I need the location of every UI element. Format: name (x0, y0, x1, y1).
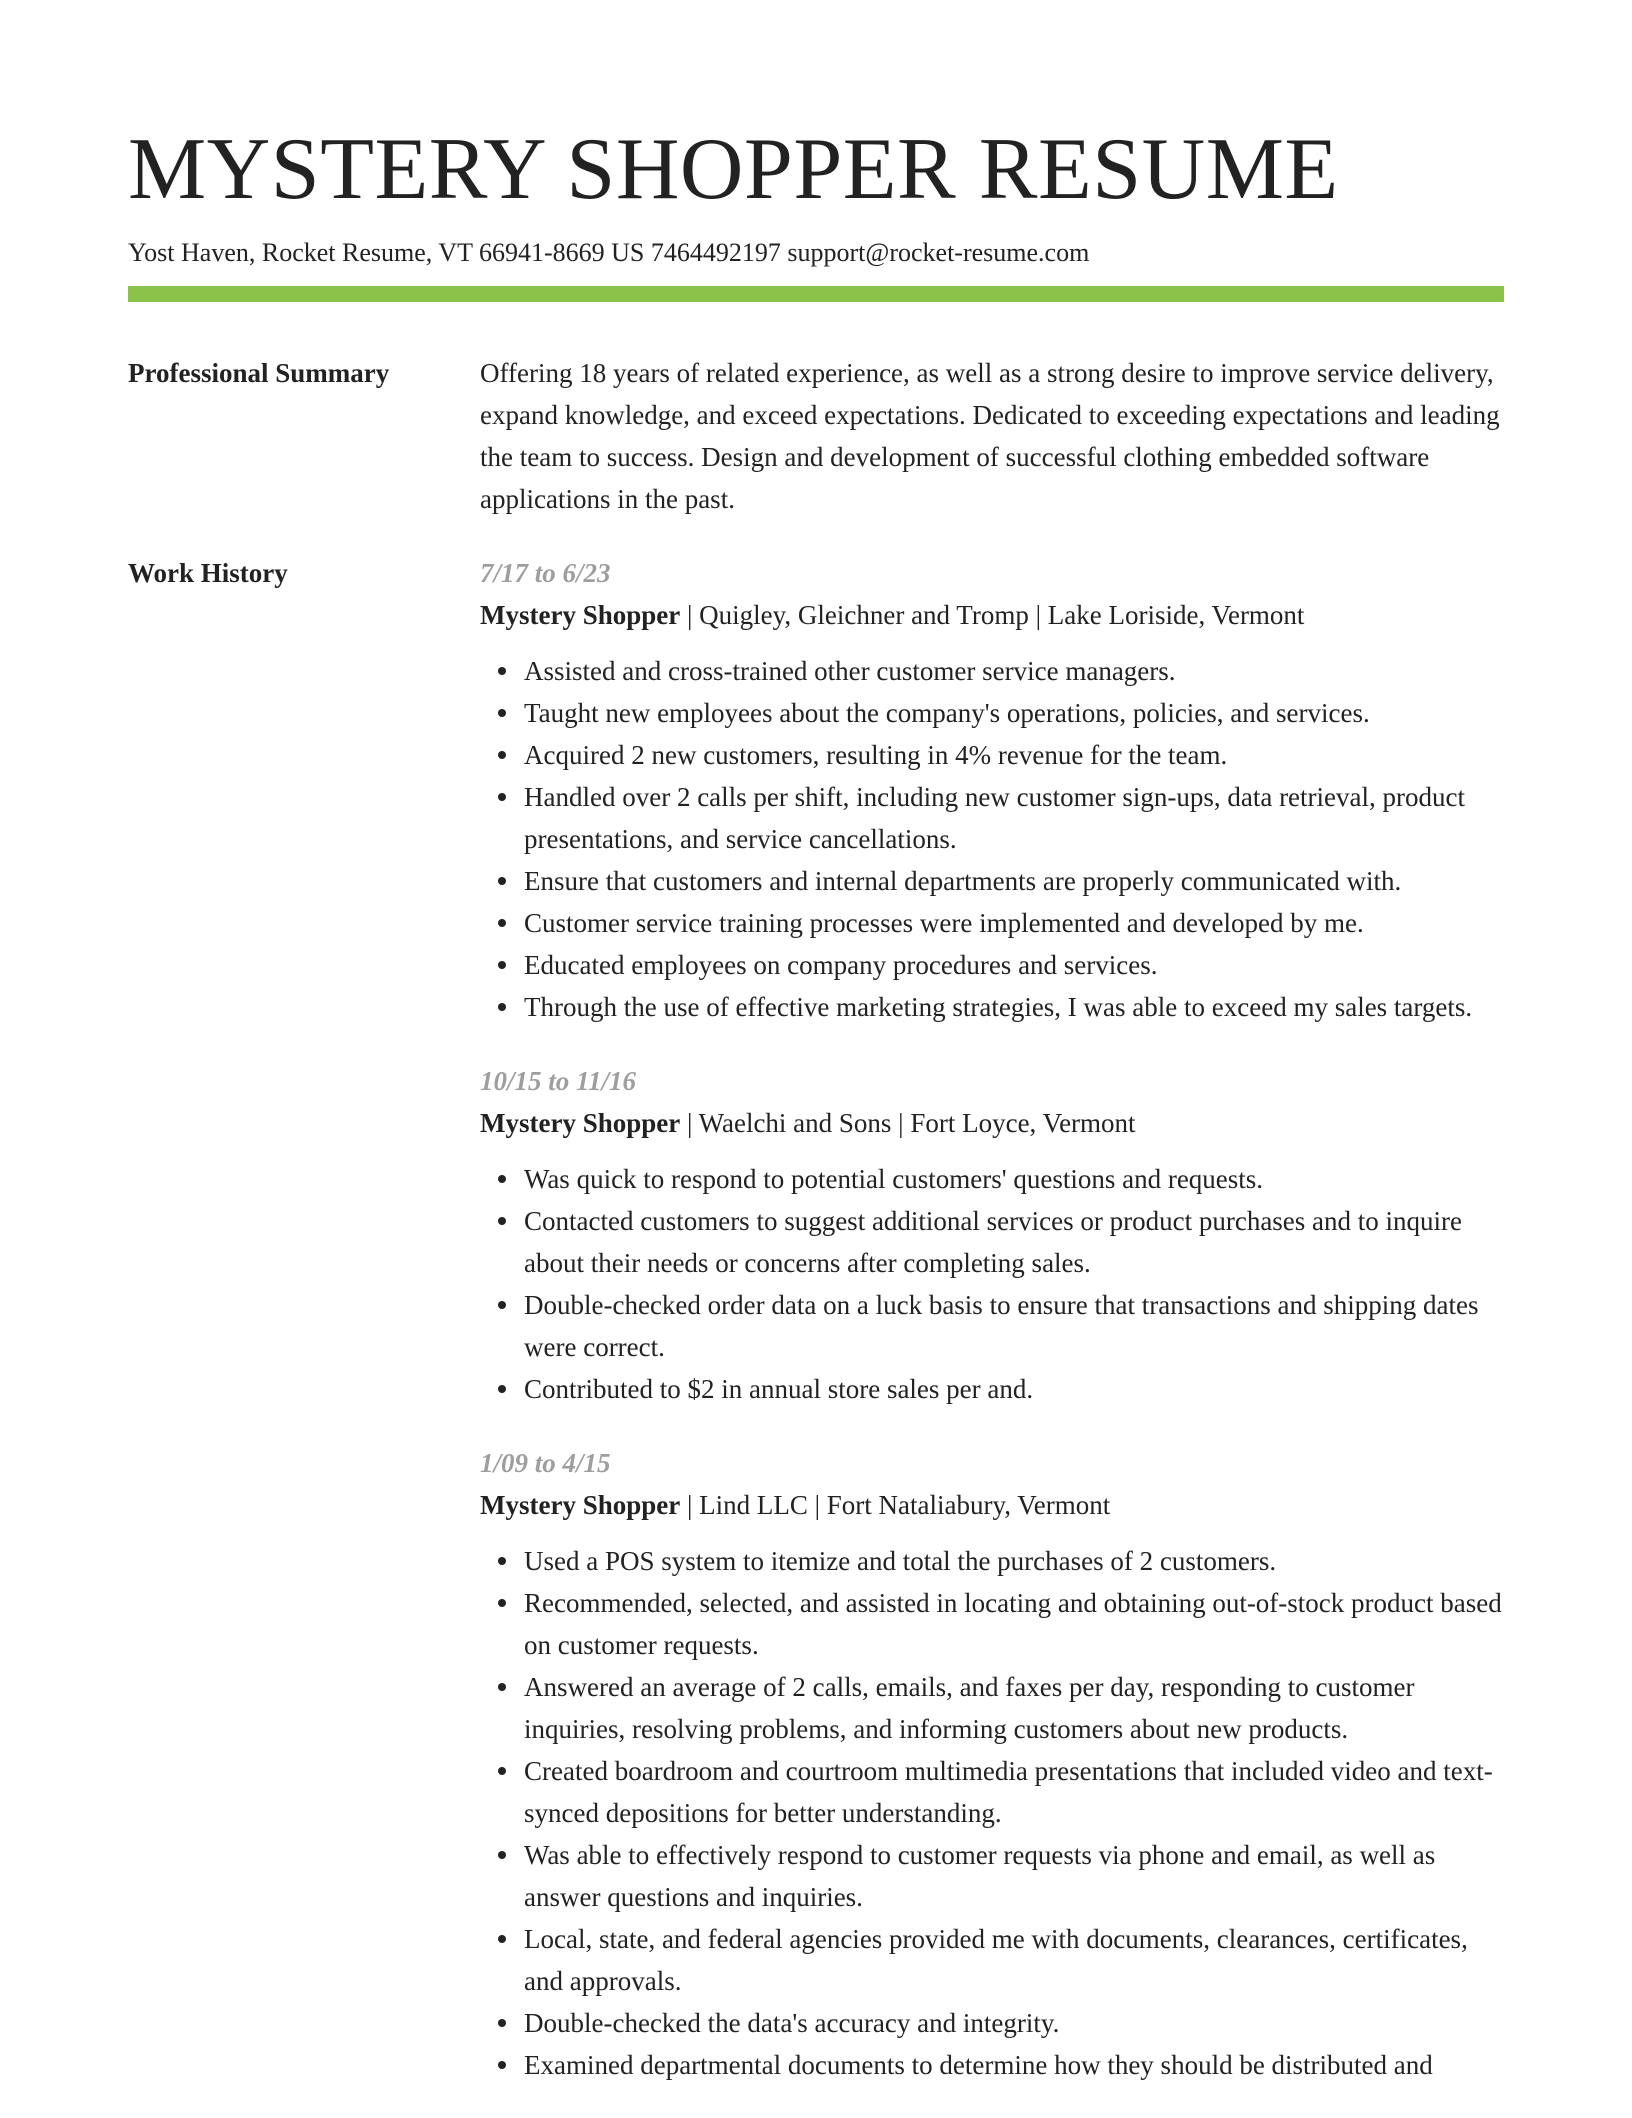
job-details: | Lind LLC | Fort Nataliabury, Vermont (680, 1490, 1111, 1520)
work-history-label: Work History (128, 558, 288, 588)
job-title-line (480, 594, 1504, 636)
resume-title: MYSTERY SHOPPER RESUME (128, 121, 1339, 218)
job-details: | Quigley, Gleichner and Tromp | Lake Loriside, Vermont (680, 600, 1305, 630)
bullet-item: Customer service training processes were implemented and developed by me. (524, 902, 1504, 944)
bullet-item: Handled over 2 calls per shift, including new customer sign-ups, data retrieval, product presentations, and service cancellations. (524, 776, 1504, 860)
job-title-line (480, 1102, 1504, 1144)
bullet-item: Assisted and cross-trained other customer service managers. (524, 650, 1504, 692)
bullet-item: Through the use of effective marketing strategies, I was able to exceed my sales targets. (524, 986, 1504, 1028)
job-title: Mystery Shopper (480, 1490, 681, 1520)
bullet-item: Created boardroom and courtroom multimedia presentations that included video and text-synced depositions for better understanding. (524, 1750, 1504, 1834)
job-entry-2 (480, 1060, 1504, 1410)
job-title-line (480, 1484, 1504, 1526)
work-history-body (480, 552, 1504, 2118)
bullet-item: Local, state, and federal agencies provided me with documents, clearances, certificates, and approvals. (524, 1918, 1504, 2002)
summary-body (480, 352, 1504, 520)
job-entry-1 (480, 552, 1504, 1028)
job-bullets (480, 1158, 1504, 1410)
bullet-item: Answered an average of 2 calls, emails, and faxes per day, responding to customer inquiries, resolving problems, and informing customers about new products. (524, 1666, 1504, 1750)
bullet-item: Examined departmental documents to determine how they should be distributed and (524, 2044, 1504, 2086)
job-dates: 7/17 to 6/23 (480, 558, 611, 588)
job-dates: 10/15 to 11/16 (480, 1066, 637, 1096)
work-history-section (128, 552, 1504, 2118)
bullet-item: Was quick to respond to potential customers' questions and requests. (524, 1158, 1504, 1200)
job-details: | Waelchi and Sons | Fort Loyce, Vermont (680, 1108, 1136, 1138)
bullet-item: Recommended, selected, and assisted in locating and obtaining out-of-stock product based on customer requests. (524, 1582, 1504, 1666)
summary-text: Offering 18 years of related experience, as well as a strong desire to improve service delivery, expand knowledge, and exceed expectations. Dedicated to exceeding expectations and leading the team to success. Design and development of successful clothing embedded software applications in the past. (480, 358, 1500, 514)
resume-page (128, 0, 1504, 2118)
job-bullets (480, 650, 1504, 1028)
bullet-item: Double-checked the data's accuracy and integrity. (524, 2002, 1504, 2044)
job-dates: 1/09 to 4/15 (480, 1448, 611, 1478)
summary-label: Professional Summary (128, 358, 390, 388)
contact-line: Yost Haven, Rocket Resume, VT 66941-8669 US 7464492197 support@rocket-resume.com (128, 238, 1090, 267)
bullet-item: Ensure that customers and internal departments are properly communicated with. (524, 860, 1504, 902)
bullet-item: Double-checked order data on a luck basis to ensure that transactions and shipping dates were correct. (524, 1284, 1504, 1368)
bullet-item: Acquired 2 new customers, resulting in 4% revenue for the team. (524, 734, 1504, 776)
job-title: Mystery Shopper (480, 600, 681, 630)
summary-section (128, 352, 1504, 520)
bullet-item: Contacted customers to suggest additional services or product purchases and to inquire about their needs or concerns after completing sales. (524, 1200, 1504, 1284)
job-title: Mystery Shopper (480, 1108, 681, 1138)
header-divider (128, 286, 1504, 302)
job-bullets (480, 1540, 1504, 2086)
bullet-item: Was able to effectively respond to customer requests via phone and email, as well as answer questions and inquiries. (524, 1834, 1504, 1918)
job-entry-3 (480, 1442, 1504, 2086)
bullet-item: Used a POS system to itemize and total the purchases of 2 customers. (524, 1540, 1504, 1582)
bullet-item: Educated employees on company procedures and services. (524, 944, 1504, 986)
bullet-item: Taught new employees about the company's operations, policies, and services. (524, 692, 1504, 734)
bullet-item: Contributed to $2 in annual store sales per and. (524, 1368, 1504, 1410)
